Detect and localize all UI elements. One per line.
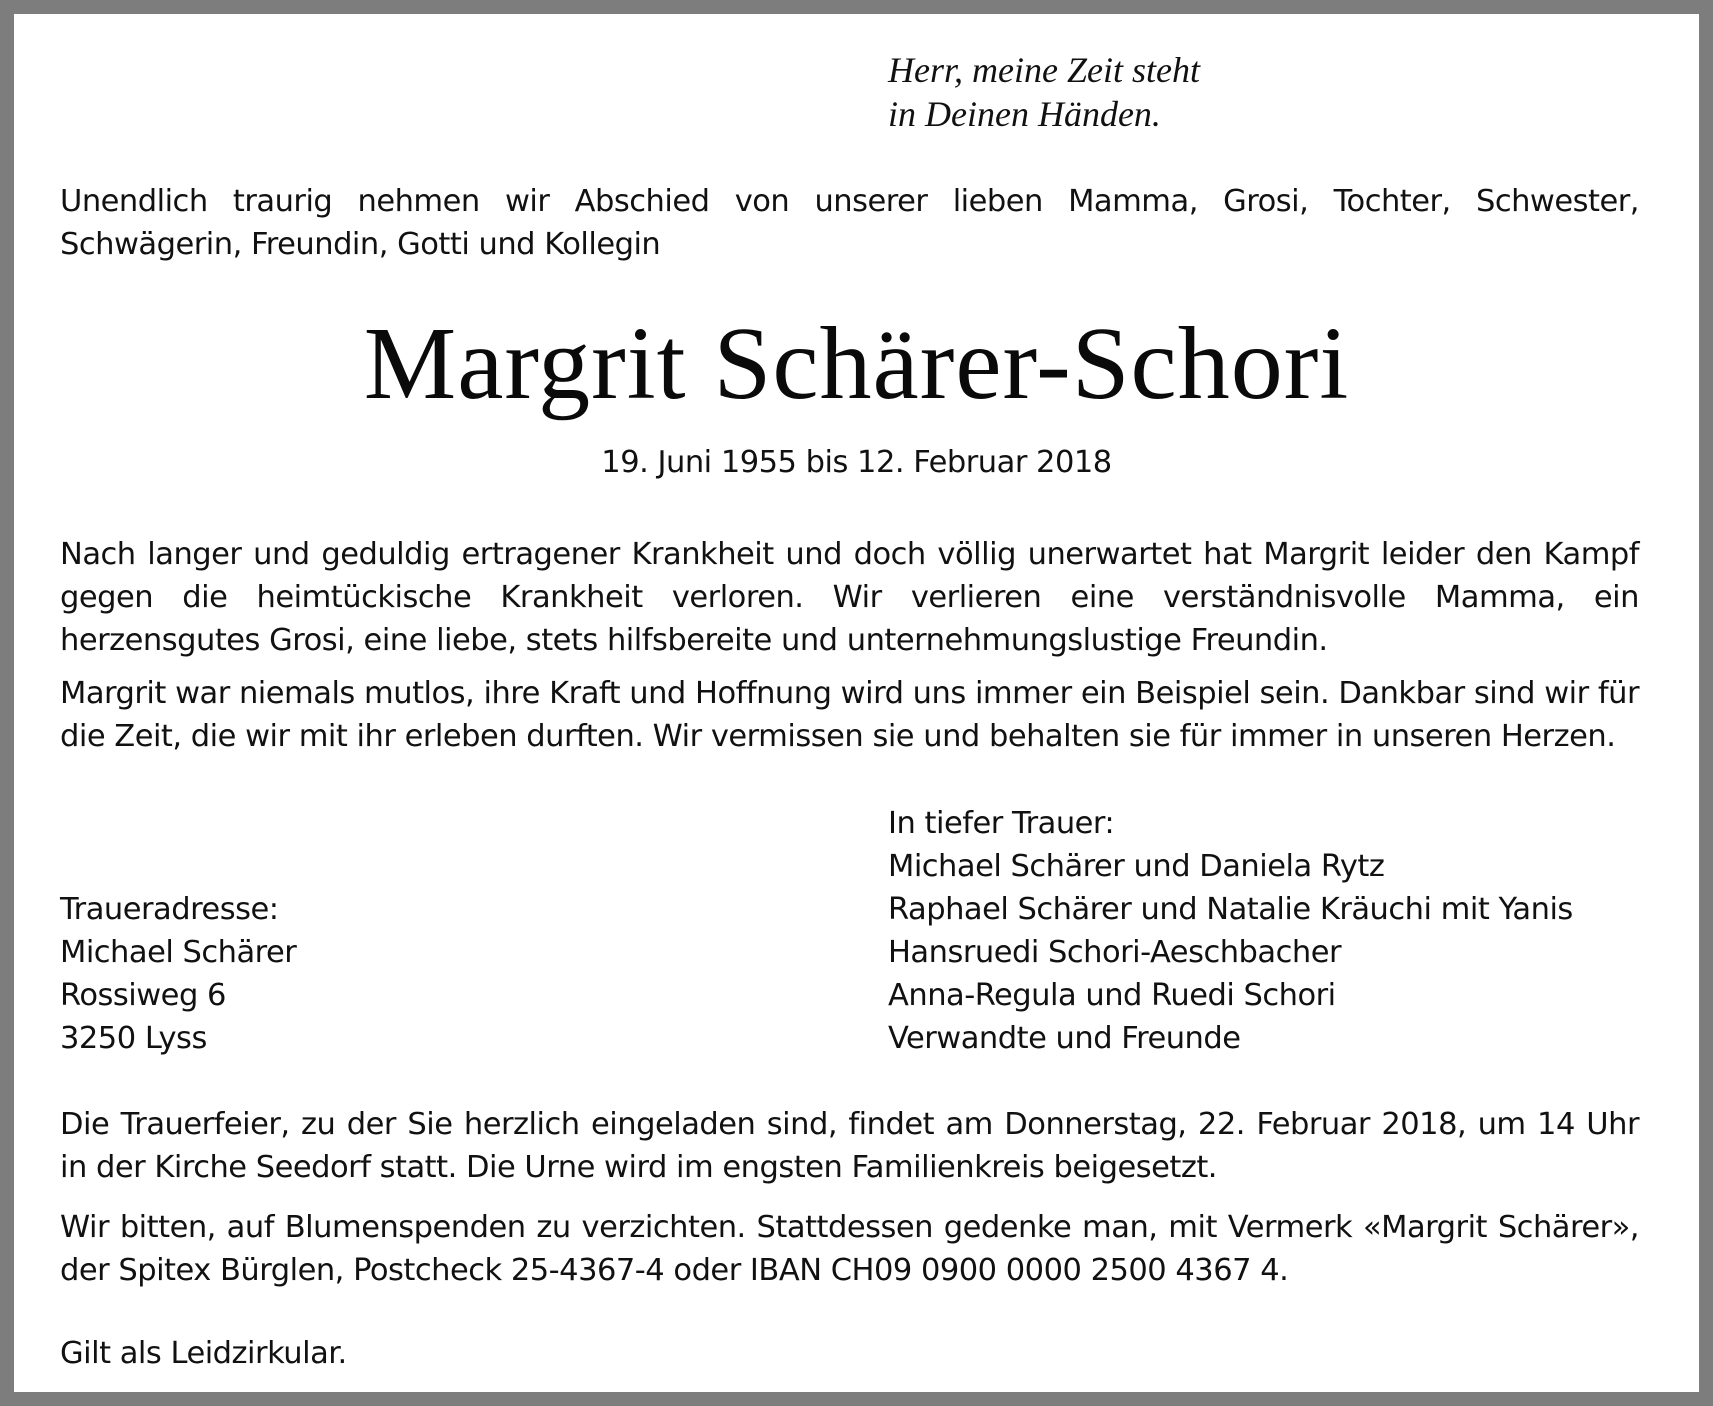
address-line: Rossiweg 6 bbox=[60, 978, 226, 1013]
mourners-list bbox=[888, 802, 1573, 1060]
mourner-entry: Verwandte und Freunde bbox=[888, 1021, 1241, 1056]
life-dates: 19. Juni 1955 bis 12. Februar 2018 bbox=[601, 445, 1112, 480]
mourner-entry: Anna-Regula und Ruedi Schori bbox=[888, 978, 1336, 1013]
closing-note: Gilt als Leidzirkular. bbox=[60, 1336, 347, 1371]
motto-quote bbox=[888, 48, 1200, 136]
paragraph-remembrance: Margrit war niemals mutlos, ihre Kraft und Hoffnung wird uns immer ein Beispiel sein. Dankbar sind wir für die Zeit, die wir mit ihr erleben durften. Wir vermissen sie und behalten sie für immer in unseren Herzen. bbox=[60, 676, 1639, 754]
address-heading: Traueradresse: bbox=[60, 892, 279, 927]
mourner-entry: Hansruedi Schori-Aeschbacher bbox=[888, 935, 1342, 970]
address-line: 3250 Lyss bbox=[60, 1021, 207, 1056]
paragraph-illness: Nach langer und geduldig ertragener Krankheit und doch völlig unerwartet hat Margrit leider den Kampf gegen die heimtückische Krankheit verloren. Wir verlieren eine verständnisvolle Mamma, ein herzensgutes Grosi, eine liebe, stets hilfsbereite und unternehmungslustige Freundin. bbox=[60, 537, 1639, 658]
mourner-entry: Michael Schärer und Daniela Rytz bbox=[888, 849, 1385, 884]
paragraph-ceremony: Die Trauerfeier, zu der Sie herzlich eingeladen sind, findet am Donnerstag, 22. Februar 2018, um 14 Uhr in der Kirche Seedorf statt. Die Urne wird im engsten Familienkreis beigesetzt. bbox=[60, 1107, 1639, 1185]
deceased-name: Margrit Schärer-Schori bbox=[363, 306, 1350, 421]
motto-line-1: Herr, meine Zeit steht bbox=[888, 50, 1200, 90]
paragraph-donations: Wir bitten, auf Blumenspenden zu verzichten. Stattdessen gedenke man, mit Vermerk «Margrit Schärer», der Spitex Bürglen, Postcheck 25-4367-4 oder IBAN CH09 0900 0000 2500 4367 4. bbox=[60, 1210, 1639, 1288]
obituary-notice bbox=[14, 14, 1699, 1392]
intro-text: Unendlich traurig nehmen wir Abschied von unserer lieben Mamma, Grosi, Tochter, Schwester, Schwägerin, Freundin, Gotti und Kollegin bbox=[60, 184, 1639, 262]
mourner-entry: Raphael Schärer und Natalie Kräuchi mit Yanis bbox=[888, 892, 1573, 927]
address-line: Michael Schärer bbox=[60, 935, 297, 970]
mourning-address bbox=[60, 888, 296, 1060]
motto-line-2: in Deinen Händen. bbox=[888, 94, 1161, 134]
mourners-heading: In tiefer Trauer: bbox=[888, 806, 1115, 841]
